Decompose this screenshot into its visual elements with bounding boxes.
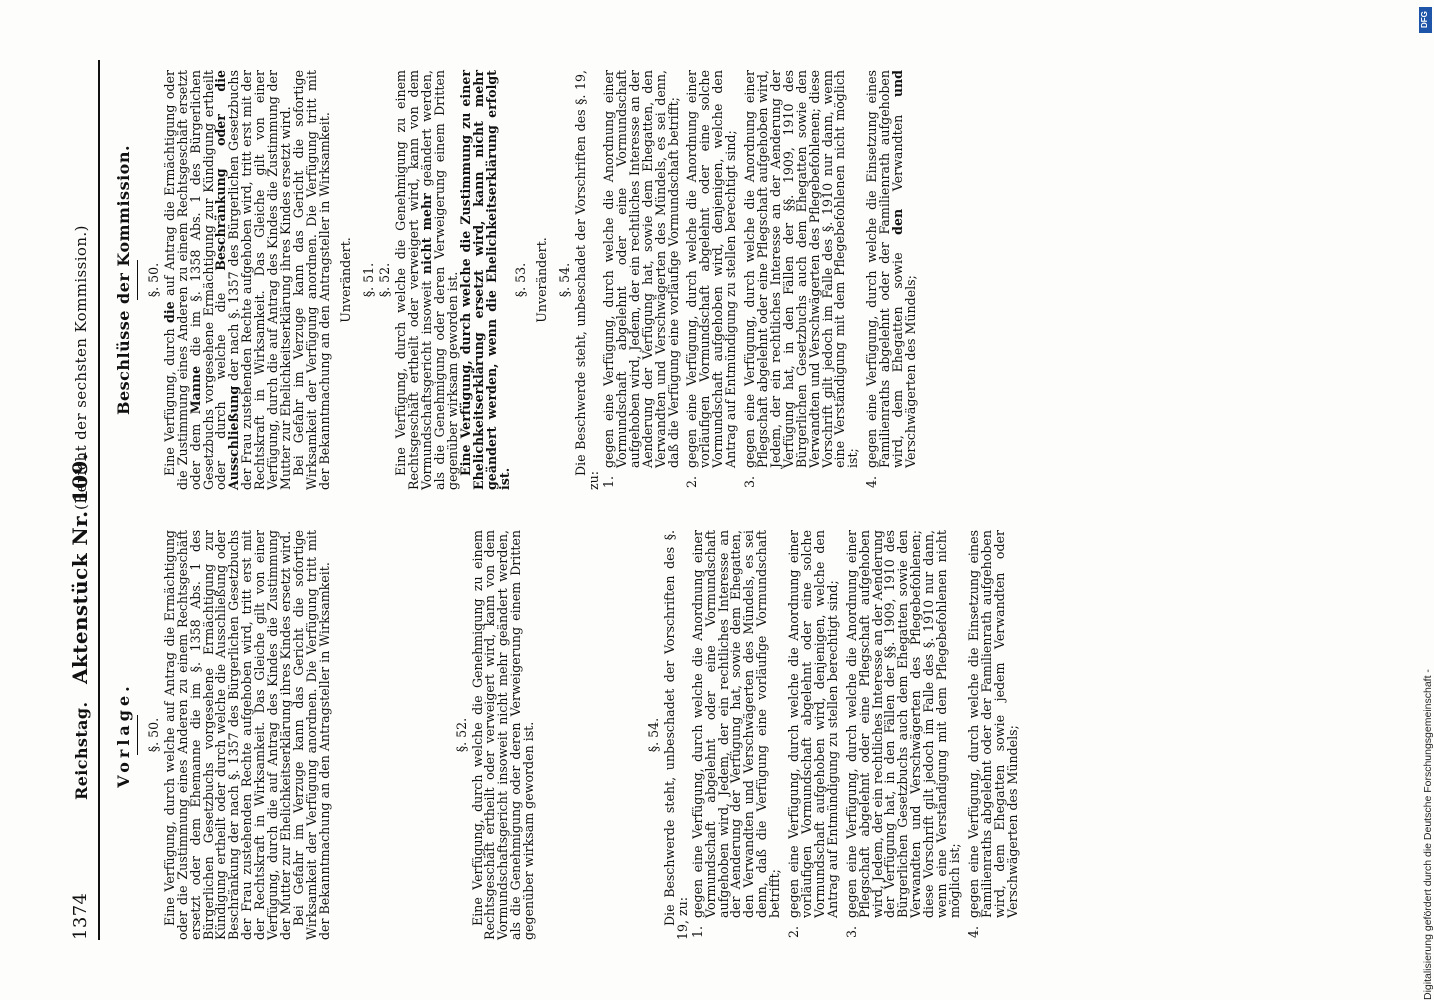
item-text: gegen eine Verfügung, durch welche die Anordnung einer Pflegschaft abgelehnt oder eine Pflegschaft aufgehoben wird, Jedem, der ein rechtliches Interesse an der Aenderung der Verfügung hat, in den Fällen der §§. 1909, 1910 des Bürgerlichen Gesetzbuchs auch dem Ehegatten sowie den Verwandten und Verschwägerten des Pflegebefohlenen; diese Vorschrift gilt jedoch im Falle des §. 1910 nur dann, wenn eine Verständigung mit dem Pflegebefohlenen nicht möglich ist; (843, 530, 962, 918)
spacer (332, 530, 452, 940)
list-item (742, 70, 861, 488)
section-54-intro: Die Beschwerde steht, unbeschadet der Vorschriften des §. 19, zu: (573, 70, 602, 490)
section-heading-52: §. 52. (453, 717, 469, 753)
dfg-watermark (1410, 0, 1434, 1000)
emphasis: Beschränkung oder die Ausschließung (213, 70, 242, 490)
section-54-intro: Die Beschwerde steht, unbeschadet der Vorschriften des §. 19, zu: (661, 530, 690, 940)
emphasis: den (890, 208, 906, 235)
list-item (689, 530, 783, 938)
text-run: die im §. 1358 Abs. 1 des Bürgerlichen Gesetzbuchs vorgesehene Ermächtigung zur Kündigung ertheilt oder durch welche die (187, 70, 229, 490)
item-number: 4. (864, 475, 880, 488)
list-item (684, 70, 739, 488)
section-52-paragraph-1 (395, 70, 460, 490)
item-number: 4. (965, 925, 981, 938)
list-item (965, 530, 1020, 938)
item-text: gegen eine Verfügung, durch welche die Anordnung einer vorläufigen Vormundschaft abgelehnt oder eine solche Vormundschaft aufgehoben wird, denjenigen, welche den Antrag auf Entmündigung zu stellen berechtigt sind; (786, 530, 840, 918)
title-rule (137, 715, 138, 755)
section-heading-53: §. 53. (513, 262, 529, 298)
document-label: Aktenstück Nr. 109. (68, 452, 92, 684)
section-heading-50: §. 50. (145, 717, 161, 753)
page-header (66, 60, 100, 940)
column-title-vorlage: Vorlage. (114, 682, 133, 788)
section-heading-54: §. 54. (557, 262, 573, 298)
emphasis: die (161, 301, 177, 323)
section-50-paragraph-1 (161, 70, 293, 490)
item-number: 3. (843, 925, 859, 938)
title-rule (137, 260, 138, 300)
item-text: gegen eine Verfügung, durch welche die Anordnung einer Vormundschaft abgelehnt oder eine Vormundschaft aufgehoben wird, Jedem, der ein rechtliches Interesse an der Aenderung der Verfügung hat, sowie dem Ehegatten, den Verwandten und Verschwägerten des Mündels, es sei denn, daß die Verfügung eine vorläufige Vormundschaft betrifft; (689, 530, 783, 918)
section-heading-50: §. 50. (145, 262, 161, 298)
text-run: Eine Verfügung, durch (161, 322, 177, 476)
item-number: 2. (684, 475, 700, 488)
section-54-item-list (689, 530, 1020, 940)
item-number: 1. (689, 925, 705, 938)
list-item (786, 530, 840, 938)
text-run: Eine Verfügung, durch welche die Genehmigung zu einem Rechtsgeschäft ertheilt oder verweigert wird, kann von dem Vormundschaftsgericht insoweit (393, 70, 435, 490)
text-run: der nach §. 1357 des Bürgerlichen Gesetzbuchs der Frau zustehenden Rechte aufgehoben wird, tritt erst mit der Rechtskraft in Wirksamkeit. Das Gleiche gilt von einer Verfügung, durch die auf Antrag des Kindes die Zustimmung der Mutter zur Ehelichkeitserklärung ihres Kindes ersetzt wird. (226, 70, 293, 490)
emphasis: und (890, 70, 906, 98)
list-item (601, 70, 681, 488)
section-50-paragraph-2: Bei Gefahr im Verzuge kann das Gericht die sofortige Wirksamkeit der Verfügung anordnen. Die Verfügung tritt mit der Bekanntmachung an den Antragsteller in Wirksamkeit. (290, 70, 332, 490)
column-title-beschluesse: Beschlüsse der Kommission. (114, 144, 133, 416)
text-run: Verwandten (890, 97, 906, 209)
item-text: gegen eine Verfügung, durch welche die Anordnung einer Vormundschaft abgelehnt oder eine Vormundschaft aufgehoben wird, Jedem, der ein rechtliches Interesse an der Aenderung der Verfügung hat, sowie dem Ehegatten, den Verwandten und Verschwägerten des Mündels, es sei denn, daß die Verfügung eine vorläufige Vormundschaft betrifft; (601, 70, 681, 468)
section-53-text: Unverändert. (534, 237, 550, 323)
section-50-paragraph-1: Eine Verfügung, durch welche auf Antrag die Ermächtigung oder die Zustimmung eines Anderen zu einem Rechtsgeschäft ersetzt oder dem Ehemanne die im §. 1358 Abs. 1 des Bürgerlichen Gesetzbuchs vorgesehene Ermächtigung zur Kündigung ertheilt oder durch welche die Ausschließung oder Beschränkung der nach §. 1357 des Bürgerlichen Gesetzbuchs der Frau zustehenden Rechte aufgehoben wird, tritt erst mit der Rechtskraft in Wirksamkeit. Das Gleiche gilt von einer Verfügung, durch die auf Antrag des Kindes die Zustimmung der Mutter zur Ehelichkeitserklärung ihres Kindes ersetzt wird. (161, 530, 293, 940)
emphasis: nicht mehr (419, 193, 435, 275)
item-text: gegen eine Verfügung, durch welche die Anordnung einer Pflegschaft abgelehnt oder eine Pflegschaft aufgehoben wird, Jedem, der ein rechtliches Interesse an der Aenderung der Verfügung hat, in den Fällen der §§. 1909, 1910 des Bürgerlichen Gesetzbuchs auch dem Ehegatten sowie den Verwandten und Verschwägerten des Pflegebefohlenen; diese Vorschrift gilt jedoch im Falle des §. 1910 nur dann, wenn eine Verständigung mit dem Pflegebefohlenen nicht möglich ist; (742, 70, 861, 468)
item-text: gegen eine Verfügung, durch welche die Einsetzung eines Familienraths abgelehnt oder der Familienrath aufgehoben wird, dem Ehegatten sowie jedem Verwandten oder Verschwägerten des Mündels; (965, 530, 1020, 918)
section-52-paragraph-2: Eine Verfügung, durch welche die Zustimmung zu einer Ehelichkeitserklärung ersetzt wird, kann nicht mehr geändert werden, wenn die Ehelichkeitserklärung erfolgt ist. (457, 70, 512, 490)
text-run: auf Antrag die Ermächtigung oder die Zustimmung eines Anderen zu einem Rechtsgeschäft ersetzt oder dem (161, 70, 203, 490)
list-item (843, 530, 962, 938)
item-text: gegen eine Verfügung, durch welche die Anordnung einer vorläufigen Vormundschaft abgelehnt oder eine solche Vormundschaft aufgehoben wird, denjenigen, welche den Antrag auf Entmündigung zu stellen berechtigt sind; (684, 70, 739, 468)
spacer (536, 530, 644, 940)
section-heading-52: §. 52. (377, 262, 393, 298)
dfg-logo-icon (1419, 7, 1432, 33)
column-beschluesse (108, 70, 924, 490)
dfg-watermark-text: Digitalisierung gefördert durch die Deutsche Forschungsgemeinschaft - (1422, 669, 1434, 1000)
page-number: 1374 (70, 892, 91, 940)
section-52-paragraph-1: Eine Verfügung, durch welche die Genehmigung zu einem Rechtsgeschäft ertheilt oder verweigert wird, kann von dem Vormundschaftsgericht insoweit nicht mehr geändert werden, als die Genehmigung oder deren Verweigerung einem Dritten gegenüber wirksam geworden ist. (469, 530, 537, 940)
item-number: 1. (601, 475, 616, 488)
dfg-logo-text: DFG (1420, 11, 1429, 28)
text-run: gegen eine Verfügung, durch welche die Einsetzung eines Familienraths abgelehnt oder der Familienrath aufgehoben wird, dem Ehegatten sowie (864, 70, 906, 468)
emphasis: Manne (187, 365, 203, 415)
item-number: 3. (742, 475, 758, 488)
document-subtitle: (Bericht der sechsten Kommission.) (72, 225, 90, 510)
text-run: Verschwägerten des Mündels; (902, 275, 918, 468)
column-vorlage (108, 530, 1026, 940)
section-heading-54: §. 54. (646, 717, 662, 753)
header-rule (98, 60, 100, 940)
section-54-item-list (603, 70, 918, 490)
item-number: 2. (786, 925, 802, 938)
section-51-text: Unverändert. (337, 237, 353, 323)
section-50-paragraph-2: Bei Gefahr im Verzuge kann das Gericht die sofortige Wirksamkeit der Verfügung anordnen. Die Verfügung tritt mit der Bekanntmachung an den Antragsteller in Wirksamkeit. (290, 530, 332, 940)
list-item (864, 70, 918, 488)
text-run: geändert werden, als die Genehmigung oder deren Verweigerung einem Dritten gegenüber wirksam geworden ist. (419, 70, 460, 490)
section-heading-51: §. 51. (360, 262, 376, 298)
publication-name: Reichstag. (72, 701, 91, 800)
